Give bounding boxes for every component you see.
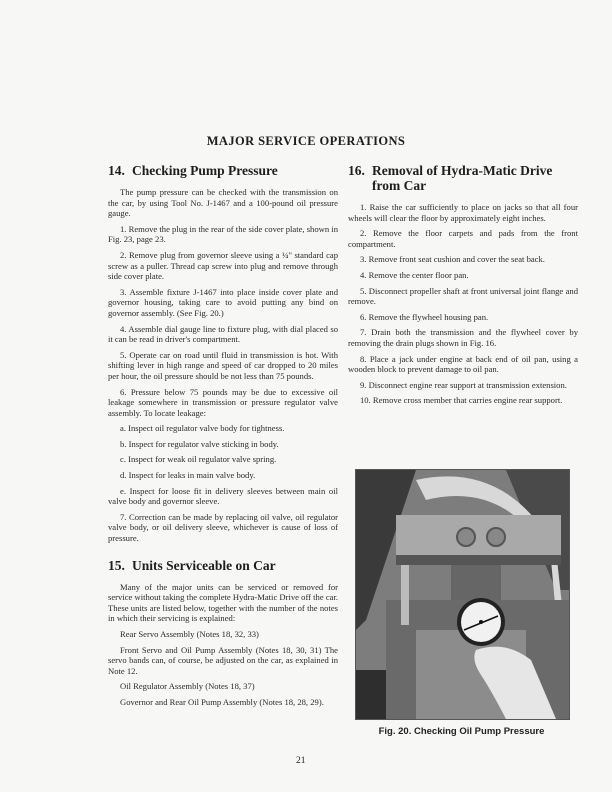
step: 7. Drain both the transmission and the flywheel cover by removing the drain plugs shown in Fig. 16.	[348, 327, 578, 348]
section-14-intro: The pump pressure can be checked with the transmission on the car, by using Tool No. J-1467 and a 100-pound oil pressure gauge.	[108, 187, 338, 219]
page-header: MAJOR SERVICE OPERATIONS	[206, 134, 406, 148]
step: 10. Remove cross member that carries engine rear support.	[360, 395, 563, 406]
figure-caption: Fig. 20. Checking Oil Pump Pressure	[378, 726, 545, 737]
step: 3. Remove front seat cushion and cover the seat back.	[360, 254, 545, 265]
figure-20-photo	[355, 469, 570, 720]
step: 3. Assemble fixture J-1467 into place inside cover plate and governor housing, taking care to avoid putting any bind on governor assembly. (See Fig. 20.)	[108, 286, 338, 318]
right-column	[348, 163, 578, 411]
substep: e. Inspect for loose fit in delivery sleeves between main oil valve body and governor sleeve.	[108, 485, 338, 507]
unit-item: Oil Regulator Assembly (Notes 18, 37)	[120, 681, 255, 692]
step: 2. Remove plug from governor sleeve using a ¼" standard cap screw as a puller. Thread cap screw into plug and remove through side cover plate.	[108, 249, 338, 282]
gauge-photo-illustration	[356, 470, 569, 719]
section-15-heading: 15. Units Serviceable on Car	[108, 557, 276, 573]
step: 1. Remove the plug in the rear of the side cover plate, shown in Fig. 23, page 23.	[108, 223, 338, 245]
substep: c. Inspect for weak oil regulator valve spring.	[120, 454, 277, 465]
page-number: 21	[296, 756, 306, 766]
substep: d. Inspect for leaks in main valve body.	[120, 470, 256, 481]
step: 4. Remove the center floor pan.	[360, 269, 469, 280]
step: 8. Place a jack under engine at back end of oil pan, using a wooden block to prevent damage to oil pan.	[348, 353, 578, 375]
substep: b. Inspect for regulator valve sticking in body.	[120, 438, 279, 449]
step: 6. Pressure below 75 pounds may be due to excessive oil leakage somewhere in transmission or pressure regulator valve assembly. To locate leakage:	[108, 386, 338, 418]
section-16-heading: 16. Removal of Hydra-Matic Drive from Car	[348, 163, 553, 193]
step: 9. Disconnect engine rear support at transmission extension.	[360, 379, 567, 390]
unit-item: Rear Servo Assembly (Notes 18, 32, 33)	[120, 629, 259, 639]
section-14-heading: 14. Checking Pump Pressure	[108, 163, 278, 178]
left-column	[108, 163, 338, 713]
step: 5. Disconnect propeller shaft at front universal joint flange and remove.	[348, 285, 578, 307]
unit-item: Governor and Rear Oil Pump Assembly (Notes 18, 28, 29).	[120, 696, 324, 707]
step: 1. Raise the car sufficiently to place on jacks so that all four wheels will clear the floor by approximately eight inches.	[348, 202, 578, 223]
substep: a. Inspect oil regulator valve body for tightness.	[120, 423, 285, 434]
step: 2. Remove the floor carpets and pads from the front compartment.	[348, 228, 578, 249]
step: 7. Correction can be made by replacing oil valve, oil regulator valve body, or oil delivery sleeve, whichever is cause of loss of pressure.	[108, 511, 338, 544]
step: 6. Remove the flywheel housing pan.	[360, 311, 489, 322]
unit-item: Front Servo and Oil Pump Assembly (Notes 18, 30, 31) The servo bands can, of course, be adjusted on the car, as explained in Note 12.	[108, 644, 338, 676]
step: 4. Assemble dial gauge line to fixture plug, with dial placed so it can be read in driver's compartment.	[108, 323, 338, 345]
step: 5. Operate car on road until fluid in transmission is hot. With shifting lever in high range and speed of car dropped to 20 miles per hour, the oil pressure should be not less than 75 pounds.	[108, 349, 338, 381]
section-15-intro: Many of the major units can be serviced or removed for service without taking the complete Hydra-Matic Drive off the car. These units are listed below, together with the number of the notes in which their servicing is explained:	[108, 581, 338, 624]
